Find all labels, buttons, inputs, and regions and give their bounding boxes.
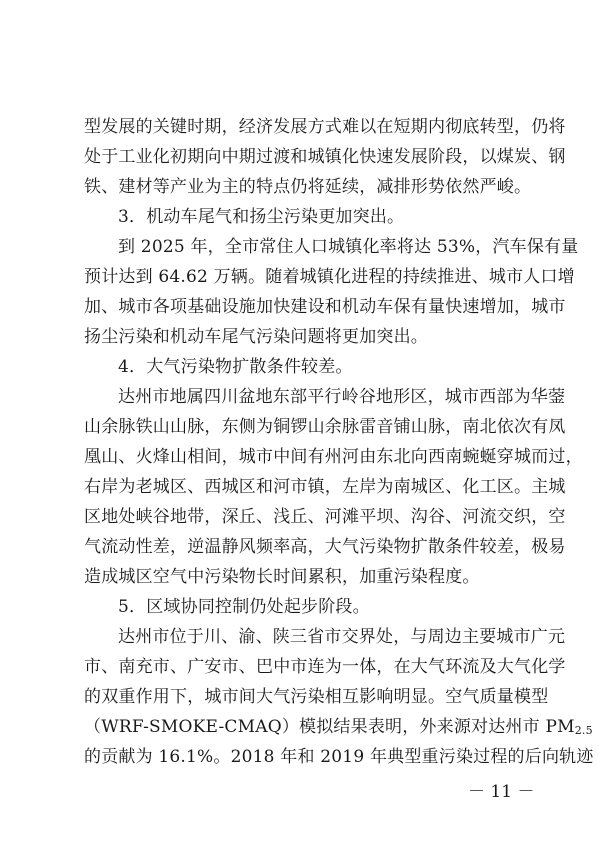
paragraph-line-5: 到 2025 年，全市常住人口城镇化率将达 53%，汽车保有量 — [118, 237, 579, 257]
section-heading-4: 4．大气污染物扩散条件较差。 — [118, 357, 353, 377]
paragraph-line-13: 右岸为老城区、西城区和河市镇，左岸为南城区、化工区。主城 — [84, 477, 566, 497]
paragraph-line-21 — [84, 716, 593, 742]
paragraph-line-16: 造成城区空气中污染物长时间累积，加重污染程度。 — [84, 567, 480, 587]
paragraph-line-10: 达州市地属四川盆地东部平行岭谷地形区，城市西部为华蓥 — [118, 387, 566, 407]
paragraph-line-15: 气流动性差，逆温静风频率高，大气污染物扩散条件较差，极易 — [84, 537, 566, 557]
paragraph-line-7: 加、城市各项基础设施加快建设和机动车保有量快速增加，城市 — [84, 297, 566, 317]
paragraph-line-14: 区地处峡谷地带，深丘、浅丘、河滩平坝、沟谷、河流交织，空 — [84, 507, 566, 527]
paragraph-line-18: 达州市位于川、渝、陕三省市交界处，与周边主要城市广元 — [118, 627, 566, 647]
pm-subscript: 2.5 — [574, 724, 593, 737]
paragraph-line-22: 的贡献为 16.1%。2018 年和 2019 年典型重污染过程的后向轨迹 — [84, 747, 594, 767]
section-heading-5: 5．区域协同控制仍处起步阶段。 — [118, 597, 370, 617]
paragraph-line-20: 的双重作用下，城市间大气污染相互影响明显。空气质量模型 — [84, 687, 549, 707]
paragraph-line-8: 扬尘污染和机动车尾气污染问题将更加突出。 — [84, 327, 428, 347]
paragraph-line-21-text: （WRF-SMOKE-CMAQ）模拟结果表明，外来源对达州市 PM — [84, 717, 575, 737]
paragraph-line-6: 预计达到 64.62 万辆。随着城镇化进程的持续推进、城市人口增 — [84, 267, 575, 287]
page-number: － 11 － — [468, 782, 535, 802]
paragraph-line-11: 山余脉铁山山脉，东侧为铜锣山余脉雷音铺山脉，南北依次有凤 — [84, 417, 566, 437]
paragraph-line-1: 型发展的关键时期，经济发展方式难以在短期内彻底转型，仍将 — [84, 117, 566, 137]
section-heading-3: 3．机动车尾气和扬尘污染更加突出。 — [118, 207, 405, 227]
paragraph-line-3: 铁、建材等产业为主的特点仍将延续，减排形势依然严峻。 — [84, 177, 532, 197]
paragraph-line-19: 市、南充市、广安市、巴中市连为一体，在大气环流及大气化学 — [84, 657, 566, 677]
paragraph-line-2: 处于工业化初期向中期过渡和城镇化快速发展阶段，以煤炭、钢 — [84, 147, 566, 167]
paragraph-line-12: 凰山、火烽山相间，城市中间有州河由东北向西南蜿蜒穿城而过， — [84, 447, 583, 467]
